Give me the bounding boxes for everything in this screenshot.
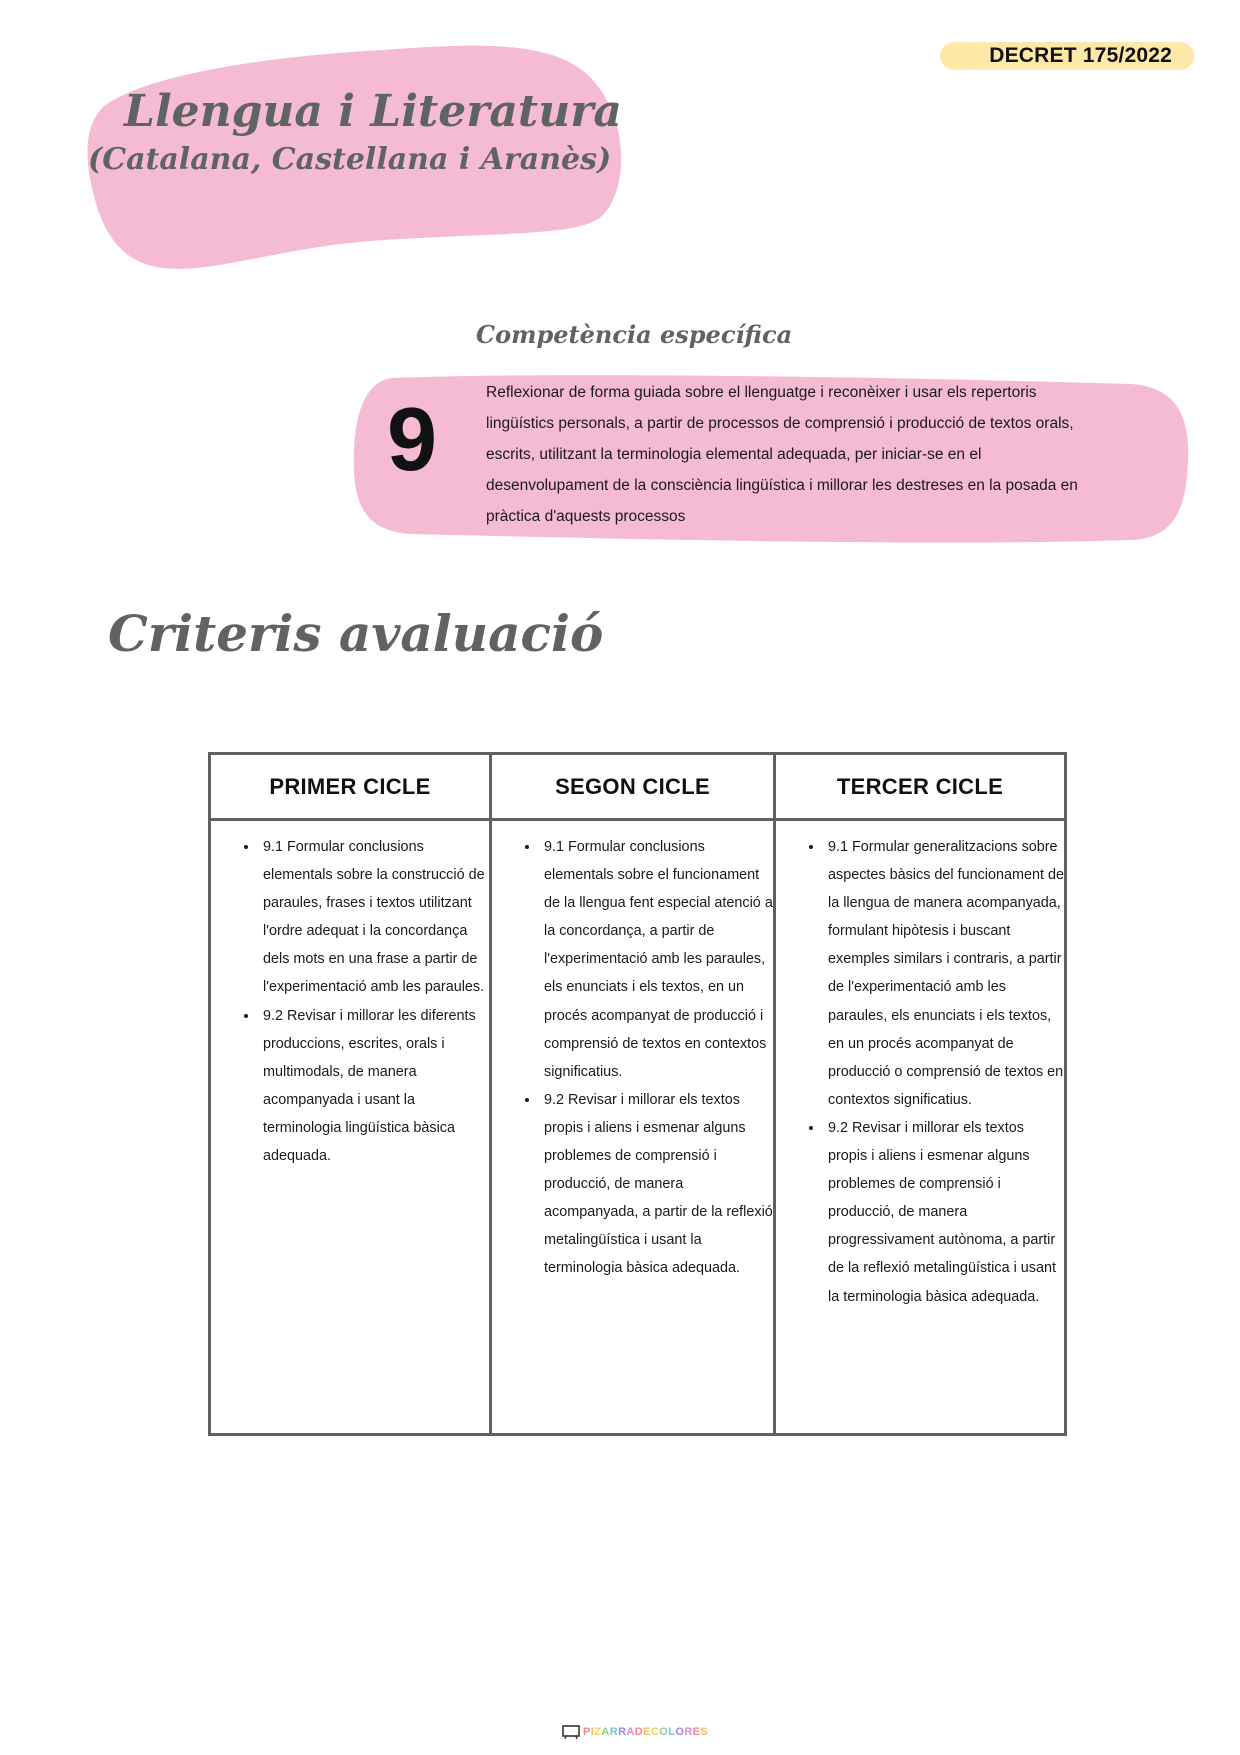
logo-letter: E <box>643 1726 651 1738</box>
logo-letter: Z <box>594 1726 602 1738</box>
logo-letter: L <box>668 1726 676 1738</box>
logo-letter: E <box>692 1726 701 1738</box>
criterion-item: • 9.1 Formular conclusions elementals sobre el funcionament de la llengua fent especial atenció a la concordança, a partir de l'experimentació amb les paraules, els enunciats i els textos, en un procés acompanyat de producció i comprensió de textos en contextos significatius. <box>540 833 773 1086</box>
logo-letter: C <box>650 1726 660 1738</box>
criteria-list-tercer <box>776 833 1064 1311</box>
header-segon-cicle: SEGON CICLE <box>491 754 775 820</box>
competency-heading: Competència específica <box>476 320 793 349</box>
chalkboard-icon <box>562 1725 580 1739</box>
table-body-row <box>210 820 1066 1435</box>
cell-tercer-cicle <box>775 820 1066 1435</box>
logo-letter: A <box>626 1726 635 1738</box>
logo-letter: A <box>601 1726 610 1738</box>
header-primer-cicle: PRIMER CICLE <box>210 754 491 820</box>
page-title: Llengua i Literatura <box>124 86 622 137</box>
criteria-list-segon <box>492 833 773 1283</box>
criterion-item: • 9.2 Revisar i millorar els textos propis i aliens i esmenar alguns problemes de comprensió i producció, de manera progressivament autònoma, a partir de la reflexió metalingüística i usant la terminologia bàsica adequada. <box>824 1114 1064 1311</box>
page-subtitle: (Catalana, Castellana i Aranès) <box>88 142 612 177</box>
criterion-item: • 9.2 Revisar i millorar les diferents produccions, escrites, orals i multimodals, de manera acompanyada i usant la terminologia lingüística bàsica adequada. <box>259 1002 489 1171</box>
logo-letter: D <box>634 1726 644 1738</box>
logo-letter: O <box>659 1726 669 1738</box>
logo-letter: R <box>684 1726 693 1738</box>
logo-letter: P <box>583 1726 591 1738</box>
competency-number: 9 <box>386 390 438 490</box>
criterion-item: • 9.1 Formular conclusions elementals sobre la construcció de paraules, frases i textos utilitzant l'ordre adequat i la concordança dels mots en una frase a partir de l'experimentació amb les paraules. <box>259 833 489 1002</box>
criterion-item: • 9.1 Formular generalitzacions sobre aspectes bàsics del funcionament de la llengua de manera acompanyada, formulant hipòtesis i buscant exemples similars i contraris, a partir de l'experimentació amb les paraules, els enunciats i els textos, en un procés acompanyat de producció o comprensió de textos en contextos significatius. <box>824 833 1064 1114</box>
logo-letter: R <box>609 1726 619 1738</box>
cell-segon-cicle <box>491 820 775 1435</box>
decret-badge: DECRET 175/2022 <box>940 42 1194 70</box>
table-header-row <box>210 754 1066 820</box>
logo-letter: R <box>618 1726 627 1738</box>
header-tercer-cicle: TERCER CICLE <box>775 754 1066 820</box>
cell-primer-cicle <box>210 820 491 1435</box>
logo-letter: I <box>590 1726 595 1738</box>
competency-text: Reflexionar de forma guiada sobre el llenguatge i reconèixer i usar els repertoris lingüístics personals, a partir de processos de comprensió i producció de textos orals, escrits, utilitzant la terminologia elemental adequada, per iniciar-se en el desenvolupament de la consciència lingüística i millorar les destreses en la posada en pràctica d'aquests processos <box>486 384 1078 525</box>
criteria-heading: Criteris avaluació <box>108 604 604 663</box>
criterion-item: • 9.2 Revisar i millorar els textos propis i aliens i esmenar alguns problemes de comprensió i producció, de manera acompanyada, a partir de la reflexió metalingüística i usant la terminologia bàsica adequada. <box>540 1086 773 1283</box>
logo-letter: O <box>675 1726 685 1738</box>
footer-logo-text <box>583 1726 708 1738</box>
criteria-table <box>208 752 1067 1436</box>
logo-letter: S <box>700 1726 709 1738</box>
criteria-list-primer <box>211 833 489 1170</box>
footer-logo <box>562 1722 708 1742</box>
